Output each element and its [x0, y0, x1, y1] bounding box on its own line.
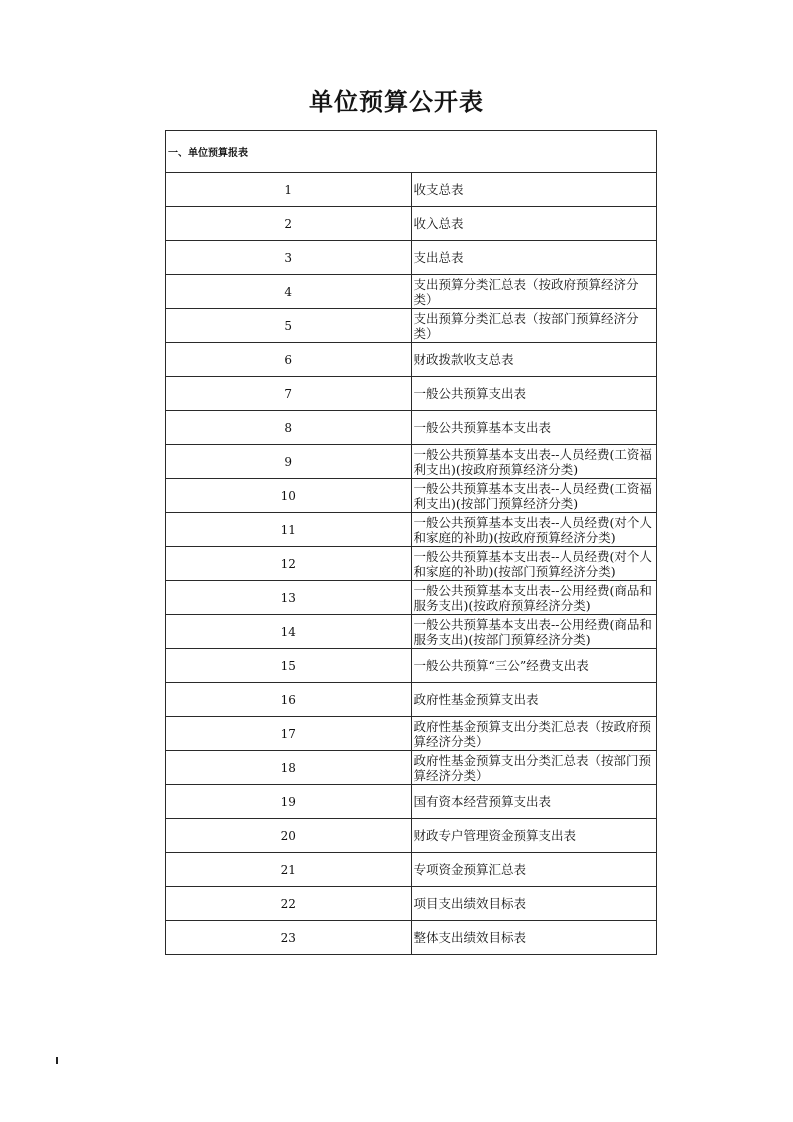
page-title: 单位预算公开表 [309, 88, 484, 116]
row-table-name: 一般公共预算基本支出表--人员经费(对个人和家庭的补助)(按政府预算经济分类) [411, 513, 657, 547]
row-number: 11 [166, 513, 412, 547]
table-row [166, 513, 657, 547]
row-number: 5 [166, 309, 412, 343]
row-table-name: 一般公共预算基本支出表--人员经费(工资福利支出)(按部门预算经济分类) [411, 479, 657, 513]
table-row [166, 479, 657, 513]
row-table-name: 一般公共预算基本支出表--人员经费(工资福利支出)(按政府预算经济分类) [411, 445, 657, 479]
row-number: 22 [166, 887, 412, 921]
row-number: 18 [166, 751, 412, 785]
row-table-name: 专项资金预算汇总表 [411, 853, 657, 887]
row-table-name: 一般公共预算基本支出表--公用经费(商品和服务支出)(按部门预算经济分类) [411, 615, 657, 649]
table-row [166, 411, 657, 445]
row-number: 14 [166, 615, 412, 649]
row-number: 6 [166, 343, 412, 377]
table-row [166, 649, 657, 683]
row-table-name: 收入总表 [411, 207, 657, 241]
table-row [166, 241, 657, 275]
row-table-name: 一般公共预算基本支出表--公用经费(商品和服务支出)(按政府预算经济分类) [411, 581, 657, 615]
row-number: 3 [166, 241, 412, 275]
row-number: 10 [166, 479, 412, 513]
table-row [166, 445, 657, 479]
row-table-name: 项目支出绩效目标表 [411, 887, 657, 921]
row-table-name: 一般公共预算支出表 [411, 377, 657, 411]
row-table-name: 一般公共预算“三公”经费支出表 [411, 649, 657, 683]
table-body [166, 131, 657, 955]
row-table-name: 收支总表 [411, 173, 657, 207]
row-table-name: 财政专户管理资金预算支出表 [411, 819, 657, 853]
table-row [166, 275, 657, 309]
table-row [166, 207, 657, 241]
row-table-name: 一般公共预算基本支出表 [411, 411, 657, 445]
row-table-name: 国有资本经营预算支出表 [411, 785, 657, 819]
row-number: 23 [166, 921, 412, 955]
table-row [166, 377, 657, 411]
section-heading: 一、单位预算报表 [166, 131, 657, 173]
table-row [166, 615, 657, 649]
scan-mark [56, 1057, 58, 1064]
table-row [166, 309, 657, 343]
row-table-name: 支出总表 [411, 241, 657, 275]
row-number: 19 [166, 785, 412, 819]
row-number: 12 [166, 547, 412, 581]
row-number: 7 [166, 377, 412, 411]
table-row [166, 853, 657, 887]
row-number: 20 [166, 819, 412, 853]
row-number: 13 [166, 581, 412, 615]
row-table-name: 政府性基金预算支出分类汇总表（按政府预算经济分类） [411, 717, 657, 751]
row-number: 17 [166, 717, 412, 751]
row-number: 8 [166, 411, 412, 445]
table-row [166, 819, 657, 853]
row-table-name: 整体支出绩效目标表 [411, 921, 657, 955]
row-table-name: 一般公共预算基本支出表--人员经费(对个人和家庭的补助)(按部门预算经济分类) [411, 547, 657, 581]
table-row [166, 887, 657, 921]
table-row [166, 751, 657, 785]
row-table-name: 支出预算分类汇总表（按政府预算经济分类） [411, 275, 657, 309]
row-table-name: 政府性基金预算支出分类汇总表（按部门预算经济分类） [411, 751, 657, 785]
table-row [166, 547, 657, 581]
row-number: 16 [166, 683, 412, 717]
row-table-name: 政府性基金预算支出表 [411, 683, 657, 717]
row-number: 1 [166, 173, 412, 207]
row-table-name: 支出预算分类汇总表（按部门预算经济分类） [411, 309, 657, 343]
row-number: 4 [166, 275, 412, 309]
table-row [166, 717, 657, 751]
row-number: 2 [166, 207, 412, 241]
budget-table [165, 130, 657, 955]
table-row [166, 683, 657, 717]
row-table-name: 财政拨款收支总表 [411, 343, 657, 377]
section-header-row [166, 131, 657, 173]
row-number: 21 [166, 853, 412, 887]
table-row [166, 785, 657, 819]
table-row [166, 921, 657, 955]
table-row [166, 343, 657, 377]
row-number: 15 [166, 649, 412, 683]
table-row [166, 581, 657, 615]
row-number: 9 [166, 445, 412, 479]
table-row [166, 173, 657, 207]
